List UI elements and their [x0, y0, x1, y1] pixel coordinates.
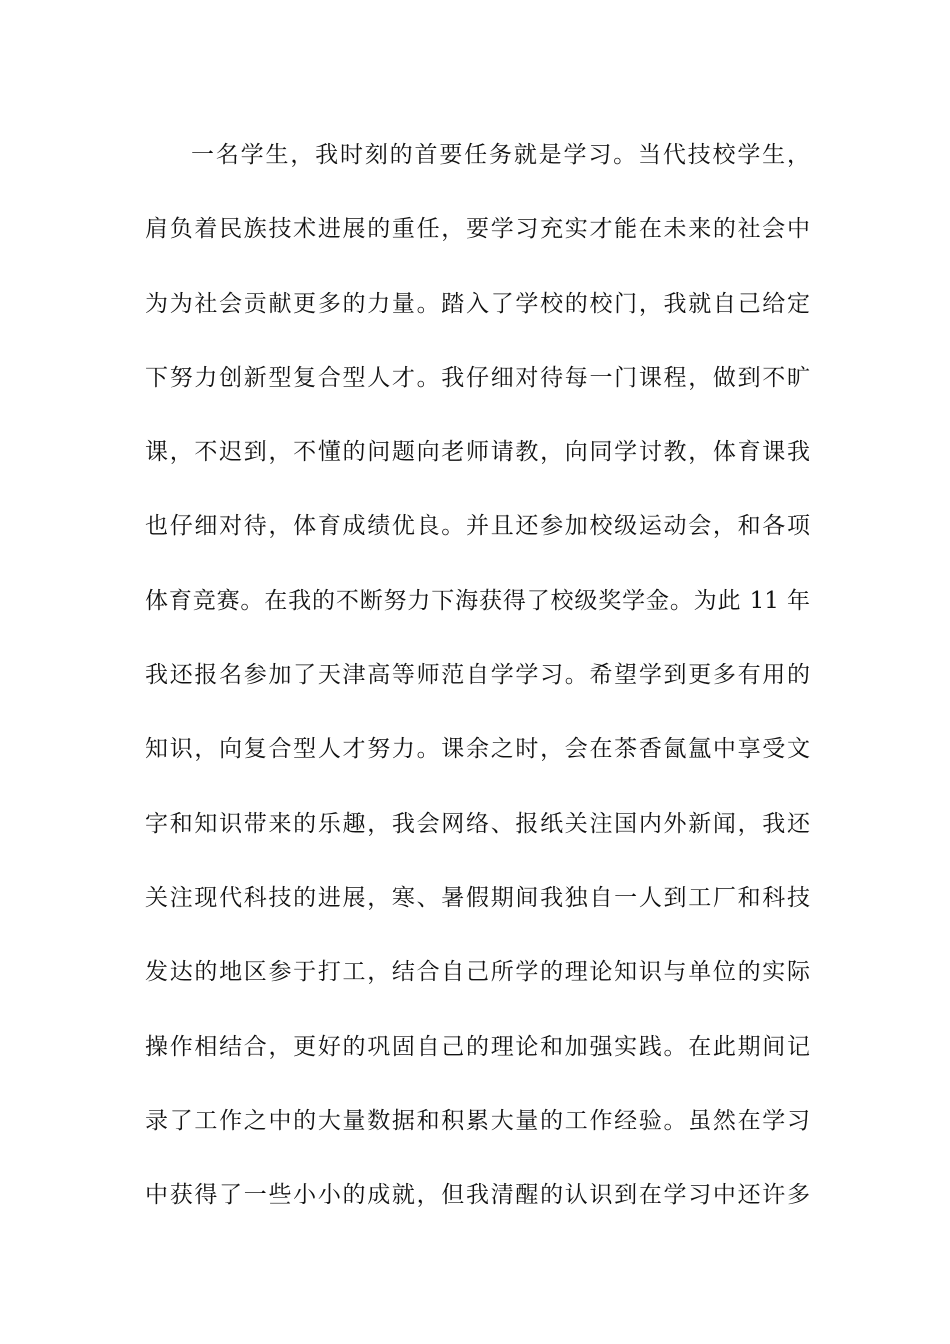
- paragraph-line: 关注现代科技的进展，寒、暑假期间我独自一人到工厂和科技: [145, 884, 810, 911]
- body-paragraph: [145, 135, 810, 1249]
- paragraph-line: 为为社会贡献更多的力量。踏入了学校的校门，我就自己给定: [145, 290, 810, 317]
- paragraph-line: 我还报名参加了天津高等师范自学学习。希望学到更多有用的: [145, 662, 810, 689]
- paragraph-line: 肩负着民族技术进展的重任，要学习充实才能在未来的社会中: [145, 216, 810, 243]
- paragraph-line: 中获得了一些小小的成就，但我清醒的认识到在学习中还许多: [145, 1182, 810, 1209]
- paragraph-line: 发达的地区参于打工，结合自己所学的理论知识与单位的实际: [145, 959, 810, 986]
- paragraph-line: 操作相结合，更好的巩固自己的理论和加强实践。在此期间记: [145, 1033, 810, 1060]
- paragraph-line: 体育竞赛。在我的不断努力下海获得了校级奖学金。为此 11 年: [145, 587, 810, 614]
- paragraph-line: 字和知识带来的乐趣，我会网络、报纸关注国内外新闻，我还: [145, 810, 810, 837]
- paragraph-line: 知识，向复合型人才努力。课余之时，会在茶香氤氲中享受文: [145, 736, 810, 763]
- paragraph-line: 录了工作之中的大量数据和积累大量的工作经验。虽然在学习: [145, 1107, 810, 1134]
- paragraph-line: 也仔细对待，体育成绩优良。并且还参加校级运动会，和各项: [145, 513, 810, 540]
- paragraph-line: 下努力创新型复合型人才。我仔细对待每一门课程，做到不旷: [145, 364, 810, 391]
- paragraph-line: 一名学生，我时刻的首要任务就是学习。当代技校学生，: [191, 142, 810, 168]
- paragraph-line: 课，不迟到，不懂的问题向老师请教，向同学讨教，体育课我: [145, 439, 810, 466]
